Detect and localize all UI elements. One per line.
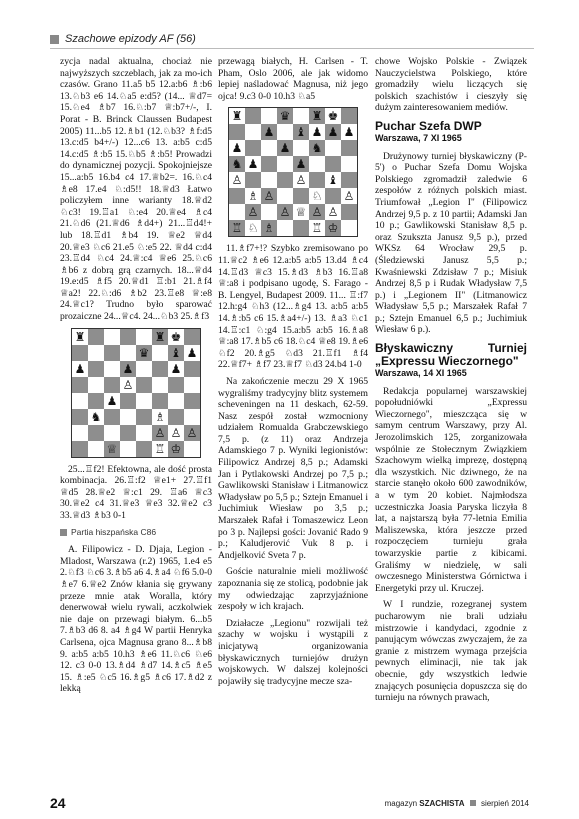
- board-square: [184, 361, 200, 377]
- column-2: [218, 56, 368, 692]
- board-square: [72, 441, 88, 457]
- board-square: [229, 204, 245, 220]
- board-square: [88, 329, 104, 345]
- board-square: [152, 393, 168, 409]
- col2-paragraph-5: Działacze „Legionu" rozwijali też szachy w wojsku i wystąpili z inicjatywą organizowania błyskawicznych turniejów drużyn wojskowych. W dalszej kolejności pojawiły się tradycyjne mecze sza-: [218, 617, 368, 687]
- board-square: [261, 140, 277, 156]
- board-square: [72, 377, 88, 393]
- board-square: [184, 409, 200, 425]
- board-square: [293, 140, 309, 156]
- board-square: [104, 425, 120, 441]
- board-square: [309, 156, 325, 172]
- chess-piece: ♟: [341, 124, 357, 140]
- col3-paragraph-2: Drużynowy turniej błyskawiczny (P-5') o Puchar Szefa Domu Wojska Polskiego zgromadził zaledwie 6 zespołów z różnych polskich miast. Triumfował „Legion I" (Filipowicz Andrzej 9,5 p. z 10 partii; Adamski Jan 10 p.; Gawlikowski Stanisław 8,5 p. oraz Szukszta Janusz 9,5 p.), przed WKSz 64 Wrocław 29,5 p. (Śledziewski Janusz 5,5 p.; Kwaśniewski Zdzisław 7 p.; Misiuk Andrzej 8,5 p i Rudak Władysław 7,5 p.) i „Legionem II" (Litmanowicz Władysław 5,5 p.; Marszałek Rafał 7 p.; Sztejn Emanuel 6,5 p.; Juchimiuk Wiesław 6 p.).: [375, 150, 527, 336]
- board-square: [293, 188, 309, 204]
- board-square: [120, 393, 136, 409]
- col2-paragraph-3: Na zakończenie meczu 29 X 1965 wygraliśmy tradycyjny blitz systemem scheveningen na 11 deskach, 62-59. Nasz zespół został wzmocniony udziałem Romualda Grabczewskiego 7,5 p. (z 11) oraz Andrzeja Adamskiego 7 p. Wyniki legionistów: Filipowicz Andrzej 8,5 p.; Adamski Jan i Pytlakowski Andrzej po 7,5 p.; Gawlikowski Stanisław i Litmanowicz Władysław po 5,5 p.; Sztejn Emanuel i Juchimiuk Wiesław po 3,5 p.; Marszałek Rafał i Tomaszewicz Leon po 3 p. Najlepsi gości: Jovanić Rado 9 p.; Kaludjerović Vuk 8 p. i Andjelković Sveta 7 p.: [218, 375, 368, 561]
- board-square: [341, 140, 357, 156]
- board-square: [168, 393, 184, 409]
- section-heading-1: Puchar Szefa DWP: [375, 118, 482, 133]
- col2-paragraph-1: przewagą białych, H. Carlsen - T. Pham, Oslo 2006, ale jak widomo lepiej naśladować Magnusa, niż jego ojca! 9.c3 0-0 10.h3 ♘a5: [218, 56, 368, 102]
- col2-paragraph-2: 11.♗f7+!? Szybko zremisowano po 11.♕c2 ♗e6 12.a:b5 a:b5 13.d4 ♗c4 14.♖d3 ♕c3 15.♗d3 ♗b3 16.♖a8 ♕:a8 i podpisano ugodę, S. Farago - B. Lengyel, Budapest 2009. 11... ♖:f7 12.h:g4 ♘h3 (12...♗g4 13. a:b5 a:b5 14.♗:b5 c6 15.♗a4+/-) 13. ♗a3 ♘c1 14.♖:c1 ♘:g4 15.a:b5 a:b5 16.♗a8 ♕:a8 17.♗b5 c6 18.♘c4 ♕e8 19.♗e6 ♘f2 20.♗g5 ♘d3 21.♖f1 ♗f4 22.♕f7+ ♗f7 23.♕f7 ♘d3 24.b4 1-0: [218, 243, 368, 371]
- chess-piece: ♚: [325, 108, 341, 124]
- board-square: [229, 124, 245, 140]
- board-square: [152, 377, 168, 393]
- board-square: [168, 377, 184, 393]
- section-subheading-2: Warszawa, 14 XI 1965: [375, 368, 467, 379]
- footer-issue: sierpień 2014: [480, 799, 529, 808]
- chess-piece: ♝: [293, 124, 309, 140]
- chess-piece: ♟: [104, 393, 120, 409]
- chess-piece: ♙: [120, 377, 136, 393]
- board-square: [309, 172, 325, 188]
- col1-paragraph-1: zycja nadal aktualna, chociaż nie najwyższych szczeblach, jak za mo-ich czasów. Grano 11.a5 b5 12.a:b6 ♗:b6 13.♘b3 e6 14.♘a5 e:d5? (14... ♕d7= 15.♘e4 ♗b7 16.♘:b7 ♕:b7+/-, I. Porat - B. Brinck Claussen Budapest 2005) 11...b5 12.♗b1 (12.♘b3? ♗f:d5 13.c:d5 b4+/-) 12...c6 13. a:b5 c:d5 14.c:d5 ♗:b5 15.♘b5 ♗:b5! Prowadzi do dynamicznej pozycji. Spokojniejsze 15...a:b5 16.b4 c4 17.♕b2=. 16.♘c4 ♗e8 17.e4 ♘:d5!! 18.♕d3 Łatwo policzyłem inne warianty 18.♕d2 ♘c3! 19.♖a1 ♘:e4 20.♕e4 ♗c4 21.♘d6 (21.♕d6 ♗d4+) 21...♖d4!+ lub 18.♖d1 ♗b4 19. ♕e2 ♕d4 20.♕e3 ♘c6 21.e5 ♘:e5 22. ♕d4 c:d4 23.♖d4 ♘c4 24.♕:c4 ♕e6 25.♘c6 ♗b6 z dobrą grą czarnych. 18...♕d4 19.e:d5 ♗f5 20.♕d1 ♖:b1 21.♗f4 ♕a2! 22.♘:d6 ♗b2 23.♖e8 ♕:e8 24.♕c1? Trudno było sparować prozaiczne 24...♕c4. 24...♘b3 25.♗f3: [60, 56, 212, 323]
- chessboard: [229, 108, 357, 236]
- column-1: [60, 56, 212, 700]
- column-3: [375, 56, 527, 709]
- chess-piece: ♟: [245, 156, 261, 172]
- board-square: [325, 188, 341, 204]
- chess-piece: ♙: [325, 204, 341, 220]
- chess-piece: ♝: [325, 172, 341, 188]
- board-square: [88, 377, 104, 393]
- board-square: [293, 108, 309, 124]
- board-square: [136, 377, 152, 393]
- chess-diagram-1: [71, 328, 201, 458]
- section-heading-2: Błyskawiczny Turniej „Expressu Wieczornego": [375, 341, 527, 369]
- chess-piece: ♞: [309, 140, 325, 156]
- chess-diagram-2: [228, 107, 358, 237]
- board-square: [277, 220, 293, 236]
- chess-piece: ♟: [184, 345, 200, 361]
- board-square: [184, 393, 200, 409]
- chess-piece: ♝: [168, 345, 184, 361]
- chess-piece: ♟: [293, 156, 309, 172]
- chess-piece: ♙: [168, 425, 184, 441]
- chess-piece: ♖: [309, 220, 325, 236]
- board-square: [245, 124, 261, 140]
- chess-piece: ♙: [245, 204, 261, 220]
- chess-piece: ♟: [261, 124, 277, 140]
- chess-piece: ♙: [277, 204, 293, 220]
- chess-piece: ♙: [152, 425, 168, 441]
- chess-piece: ♟: [325, 124, 341, 140]
- col3-paragraph-3: Redakcja popularnej warszawskiej popołudniówki „Expressu Wieczornego", mieszcząca się w samym centrum Warszawy, przy Al. Jerozolimskich 125, zorganizowała wspólnie ze Stołecznym Związkiem Szachowym wielką imprezę, dostępną dla wszystkich. Nic dziwnego, że na starcie stanęło około 600 zawodników, a w tym 20 kobiet. Najmłodsza uczestniczka Joasia Paryska liczyła 8 lat, a najstarszą była 77-letnia Emilia Maliszewska, która jeszcze przed rozpoczęciem turnieju grała towarzyskie partie z kibicami. Graliśmy w niedzielę, w sali owczesnego Ministerstwa Górnictwa i Energetyki przy ul. Kruczej.: [375, 385, 527, 594]
- board-square: [229, 188, 245, 204]
- chess-piece: ♘: [309, 188, 325, 204]
- chess-piece: ♟: [72, 361, 88, 377]
- chess-piece: ♞: [88, 409, 104, 425]
- chess-piece: ♜: [229, 108, 245, 124]
- board-square: [136, 425, 152, 441]
- chess-piece: ♙: [184, 425, 200, 441]
- col2-paragraph-4: Goście naturalnie mieli możliwość zapoznania się ze stolicą, podobnie jak my odwiedzając zaprzyjaźnione zespoły w ich krajach.: [218, 566, 368, 613]
- board-square: [72, 425, 88, 441]
- board-square: [341, 172, 357, 188]
- board-square: [152, 361, 168, 377]
- board-square: [136, 361, 152, 377]
- board-square: [261, 156, 277, 172]
- board-square: [72, 345, 88, 361]
- section-subheading-1: Warszawa, 7 XI 1965: [375, 132, 462, 143]
- board-square: [184, 329, 200, 345]
- chess-piece: ♜: [309, 108, 325, 124]
- chess-piece: ♜: [152, 329, 168, 345]
- board-square: [261, 108, 277, 124]
- col3-paragraph-1: chowe Wojsko Polskie - Związek Nauczycielstwa Polskiego, które gromadziły wielu liczących się polskich szachistów i cieszyły się dużym zainteresowaniem mediów.: [375, 56, 527, 114]
- chessboard: [72, 329, 200, 457]
- chess-piece: ♛: [277, 108, 293, 124]
- page-number: 24: [50, 795, 66, 811]
- chess-piece: ♖: [152, 441, 168, 457]
- chess-piece: ♙: [229, 172, 245, 188]
- board-square: [136, 393, 152, 409]
- chess-piece: ♜: [72, 329, 88, 345]
- board-square: [293, 220, 309, 236]
- chess-piece: ♚: [168, 329, 184, 345]
- board-square: [261, 204, 277, 220]
- chess-piece: ♟: [309, 124, 325, 140]
- board-square: [184, 441, 200, 457]
- chess-piece: ♖: [229, 220, 245, 236]
- chess-piece: ♟: [168, 361, 184, 377]
- board-square: [325, 140, 341, 156]
- board-square: [88, 425, 104, 441]
- col1-paragraph-2: 25...♖f2! Efektowna, ale dość prosta kombinacja. 26.♖:f2 ♕e1+ 27.♖f1 ♕d5 28.♕e2 ♕:c1 29. ♖a6 ♕c3 30.♕e2 c4 31.♕e3 ♕e3 32.♕e2 c3 33.♕d3 ♗b3 0-1: [60, 463, 212, 522]
- chess-piece: ♕: [104, 441, 120, 457]
- board-square: [341, 108, 357, 124]
- board-square: [104, 345, 120, 361]
- board-square: [88, 393, 104, 409]
- footer-mag-prefix: magazyn: [384, 799, 418, 808]
- caption-square-icon: [60, 529, 67, 536]
- footer-magazine: [385, 799, 529, 808]
- chess-piece: ♙: [309, 204, 325, 220]
- board-square: [341, 204, 357, 220]
- board-square: [120, 409, 136, 425]
- board-square: [277, 156, 293, 172]
- board-square: [136, 329, 152, 345]
- chess-piece: ♞: [229, 156, 245, 172]
- board-square: [88, 345, 104, 361]
- footer-square-icon: [470, 800, 476, 806]
- col1-paragraph-3: A. Filipowicz - D. Djaja, Legion - Mladost, Warszawa (r.2) 1965, 1.e4 e5 2.♘f3 ♘c6 3.♗b5 a6 4.♗a4 ♘f6 5.0-0 ♗e7 6.♕e2 Znów kłania się grywany przeze mnie atak Woralla, który denerwował wielu rywali, aczkolwiek nie daje on przewagi białym. 6...b5 7.♗b3 d6 8. a4 ♗g4 W partii Henryka Carlsena, ojca Magnusa grano 8...♗b8 9. a:b5 a:b5 10.h3 ♗e6 11.♘c6 ♘e6 12. c3 0-0 13.♗d4 ♗d7 14.♗c5 ♗e5 15. ♗:e5 ♘c5 16.♗g5 ♗c6 17.♗d2 z lekką: [60, 544, 212, 695]
- chess-piece: ♔: [325, 220, 341, 236]
- board-square: [72, 409, 88, 425]
- board-square: [72, 393, 88, 409]
- board-square: [104, 361, 120, 377]
- col3-paragraph-4: W I rundzie, rozegranej system pucharowym nie brali udziału mistrzowie i kandydaci, zgodnie z panującym wówczas zwyczajem, że za granie z mistrzem wymaga przejścia pewnych eliminacji, nie tak jak obecnie, gdy wszystkich ledwie znających posunięcia dopuszcza się do turnieju na równych prawach,: [375, 599, 527, 704]
- chess-piece: ♙: [261, 188, 277, 204]
- board-square: [245, 172, 261, 188]
- chess-piece: ♗: [152, 409, 168, 425]
- chess-piece: ♗: [261, 220, 277, 236]
- chess-piece: ♔: [168, 441, 184, 457]
- opening-caption: [60, 527, 212, 539]
- board-square: [136, 441, 152, 457]
- chess-piece: ♛: [136, 345, 152, 361]
- header-rule: [50, 48, 534, 49]
- chess-piece: ♙: [341, 188, 357, 204]
- board-square: [341, 156, 357, 172]
- chess-piece: ♘: [245, 220, 261, 236]
- board-square: [184, 377, 200, 393]
- board-square: [120, 329, 136, 345]
- chess-piece: ♟: [229, 140, 245, 156]
- chess-piece: ♕: [293, 204, 309, 220]
- footer-mag-name: SZACHISTA: [419, 799, 465, 808]
- caption-text: Partia hiszpańska C86: [71, 526, 157, 537]
- board-square: [104, 377, 120, 393]
- board-square: [120, 425, 136, 441]
- board-square: [245, 108, 261, 124]
- board-square: [277, 188, 293, 204]
- board-square: [277, 172, 293, 188]
- board-square: [136, 409, 152, 425]
- board-square: [88, 441, 104, 457]
- board-square: [261, 172, 277, 188]
- board-square: [88, 361, 104, 377]
- board-square: [152, 345, 168, 361]
- chess-piece: ♗: [245, 188, 261, 204]
- board-square: [120, 345, 136, 361]
- header-title: Szachowe epizody AF (56): [65, 33, 196, 45]
- board-square: [245, 140, 261, 156]
- chess-piece: ♙: [293, 172, 309, 188]
- board-square: [325, 156, 341, 172]
- board-square: [104, 329, 120, 345]
- running-header: [50, 33, 196, 45]
- board-square: [120, 441, 136, 457]
- board-square: [104, 409, 120, 425]
- board-square: [277, 124, 293, 140]
- board-square: [168, 409, 184, 425]
- chess-piece: ♟: [120, 361, 136, 377]
- board-square: [341, 220, 357, 236]
- header-square-icon: [50, 35, 59, 44]
- chess-piece: ♟: [277, 140, 293, 156]
